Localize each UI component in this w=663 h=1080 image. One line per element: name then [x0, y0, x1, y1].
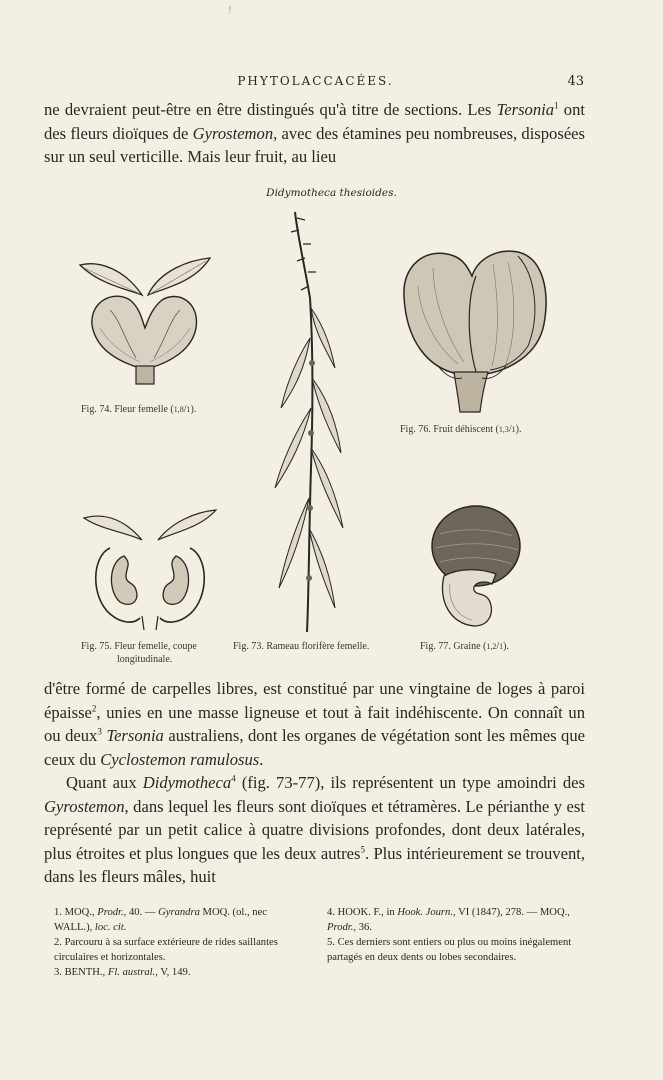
footnote-ref: 5	[360, 843, 365, 854]
footnote-4: 4. HOOK. F., in Hook. Journ., VI (1847), 278. — MOQ., Prodr., 36.	[327, 907, 570, 933]
footnote-ref: 2	[91, 702, 97, 713]
footnote-ref: 4	[231, 773, 236, 784]
footnote-1: 1. MOQ., Prodr., 40. — Gyrandra MOQ. (ol., nec WALL.), loc. cit.	[54, 907, 267, 933]
figure-77-seed	[430, 504, 522, 628]
footnote-ref: 3	[97, 726, 102, 737]
figure-76-dehiscent-fruit	[398, 246, 548, 418]
text-run: ne devraient peut-être en être distingués qu'à titre de sections. Les	[44, 100, 497, 119]
footnote-3: 3. BENTH., Fl. austral., V, 149.	[54, 967, 191, 978]
text-run: , avec des étamines peu nombreuses, disposées sur un seul verticille. Mais leur fruit, au lieu	[44, 123, 586, 166]
figure-75-flower-section	[80, 506, 220, 632]
taxon-gyrostemon: Gyrostemon	[192, 123, 274, 143]
text-run: ont des fleurs dioïques de	[44, 100, 585, 143]
printer-mark: !	[228, 6, 232, 16]
caption-fig-73: Fig. 73. Rameau florifère femelle.	[233, 641, 370, 652]
caption-fig-75: Fig. 75. Fleur femelle, coupe longitudinale.	[81, 641, 197, 665]
running-head: PHYTOLACCACÉES.	[237, 74, 394, 88]
footnotes-right-column	[327, 905, 577, 965]
footnote-5: 5. Ces derniers sont entiers ou plus ou moins inégalement partagés en deux dents ou lobes secondaires.	[327, 937, 572, 963]
caption-fig-77: Fig. 77. Graine (1,2/1).	[420, 641, 510, 652]
taxon-gyrostemon: Gyrostemon	[44, 796, 125, 816]
plate-title: Didymotheca thesioides.	[266, 187, 397, 199]
taxon-cyclostemon: Cyclostemon ramulosus	[100, 749, 260, 769]
footnote-2: 2. Parcouru à sa surface extérieure de rides saillantes circulaires et horizontales.	[54, 937, 278, 963]
figure-73-flowering-branch	[265, 208, 355, 636]
paragraph-intro	[44, 98, 585, 169]
caption-fig-74: Fig. 74. Fleur femelle (1,8/1).	[81, 404, 197, 415]
paragraph-main: d'être formé de carpelles libres, est constitué par une vingtaine de loges à paroi épaisse$^2$, unies en une masse ligneuse et tout à fait indéhiscente. On connaît un ou deux$^3$ Tersonia australiens, dont les organes de végétation sont les mêmes que ceux du Cyclostemon ramulosus. Quant aux Didymotheca$^4$ (fig. 73-77), ils représentent un type amoindri des Gyrostemon, dans lequel les fleurs sont dioïques et tétramères. Le périanthe y est représenté par un petit calice à quatre divisions profondes, dont deux latérales, plus étroites et plus longues que les deux autres$^5$. Plus intérieurement se trouvent, dans les fleurs mâles, huit	[44, 677, 585, 889]
figure-74-female-flower	[70, 250, 220, 390]
paragraph-didymotheca: Quant aux Didymotheca$^4$ (fig. 73-77), ils représentent un type amoindri des Gyrostemon, dans lequel les fleurs sont dioïques et tétramères. Le périanthe y est représenté par un petit calice à quatre divisions profondes, dont deux latérales, plus étroites et plus longues que les deux autres$^5$. Plus intérieurement se trouvent, dans les fleurs mâles, huit	[44, 773, 586, 886]
taxon-tersonia: Tersonia	[496, 100, 555, 119]
footnotes-left-column	[54, 905, 304, 980]
caption-fig-76: Fig. 76. Fruit déhiscent (1,3/1).	[400, 424, 522, 435]
taxon-didymotheca: Didymotheca	[142, 773, 232, 792]
page-number: 43	[567, 74, 584, 89]
footnote-ref: 1	[554, 100, 559, 111]
taxon-tersonia: Tersonia	[106, 726, 164, 745]
